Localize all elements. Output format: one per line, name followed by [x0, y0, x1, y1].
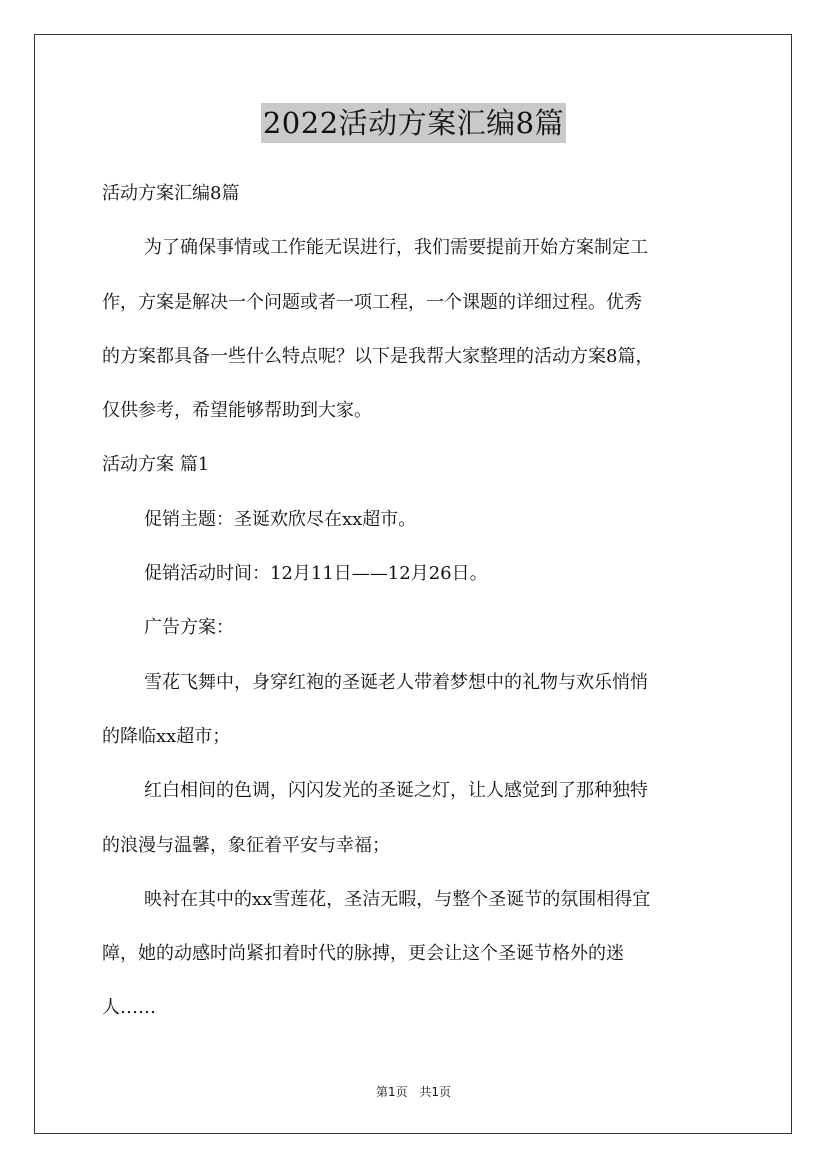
text-line: 映衬在其中的xx雪莲花，圣洁无暇，与整个圣诞节的氛围相得宜	[144, 888, 651, 910]
text-line: 的降临xx超市；	[102, 725, 231, 747]
text-line: 雪花飞舞中，身穿红袍的圣诞老人带着梦想中的礼物与欢乐悄悄	[144, 671, 648, 693]
page-footer	[0, 1083, 827, 1100]
title-container	[0, 103, 827, 143]
text-line: 的方案都具备一些什么特点呢？以下是我帮大家整理的活动方案8篇，	[102, 345, 654, 367]
text-line: 的浪漫与温馨，象征着平安与幸福；	[102, 834, 390, 856]
text-line: 人……	[102, 997, 156, 1019]
page-number: 第1页	[375, 1085, 408, 1099]
text-line: 作，方案是解决一个问题或者一项工程，一个课题的详细过程。优秀	[102, 291, 642, 313]
text-line: 促销主题：圣诞欢欣尽在xx超市。	[144, 508, 417, 530]
text-line: 活动方案汇编8篇	[102, 183, 240, 204]
text-line: 促销活动时间：12月11日——12月26日。	[144, 563, 488, 585]
document-body	[102, 180, 730, 1049]
document-title: 2022活动方案汇编8篇	[261, 103, 566, 143]
text-line: 为了确保事情或工作能无误进行，我们需要提前开始方案制定工	[144, 237, 648, 259]
text-line: 广告方案：	[144, 617, 234, 639]
text-line: 仅供参考，希望能够帮助到大家。	[102, 400, 372, 422]
page-total: 共1页	[419, 1085, 452, 1099]
text-line: 障，她的动感时尚紧扣着时代的脉搏，更会让这个圣诞节格外的迷	[102, 943, 624, 965]
text-line: 红白相间的色调，闪闪发光的圣诞之灯，让人感觉到了那种独特	[144, 780, 648, 802]
text-line: 活动方案 篇1	[102, 454, 210, 476]
